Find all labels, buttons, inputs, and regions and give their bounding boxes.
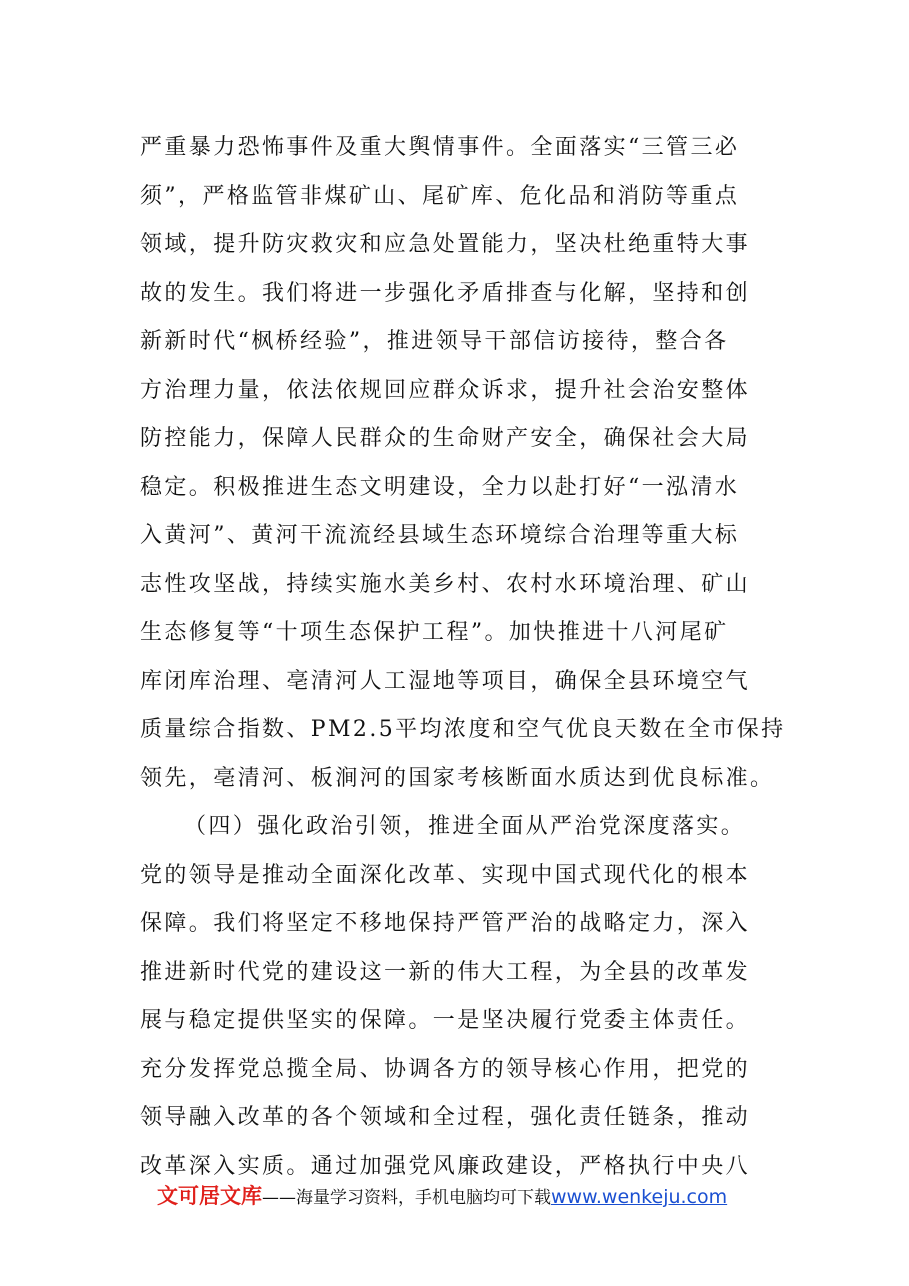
text-line: 防控能力，保障人民群众的生命财产安全，确保社会大局 [140,426,751,451]
text-line: 领先，亳清河、板涧河的国家考核断面水质达到优良标准。 [140,765,775,791]
section-heading: （四）强化政治引领，推进全面从严治党深度落实。 [184,814,746,839]
text-line: 充分发挥党总揽全局、协调各方的领导核心作用，把党的 [140,1056,751,1082]
text-line: 须”，严格监管非煤矿山、尾矿库、危化品和消防等重点 [140,183,740,209]
text-line: 党的领导是推动全面深化改革、实现中国式现代化的根本 [140,862,751,888]
text-line: 生态修复等“十项生态保护工程”。加快推进十八河尾矿 [140,620,729,645]
text-line: 质量综合指数、PM2.5平均浓度和空气优良天数在全市保持 [140,717,786,742]
footer-brand: 文可居文库 [157,1184,262,1208]
text-line: 稳定。积极推进生态文明建设，全力以赴打好“一泓清水 [140,474,740,500]
text-line: 推进新时代党的建设这一新的伟大工程，为全县的改革发 [140,959,751,985]
text-line: 故的发生。我们将进一步强化矛盾排查与化解，坚持和创 [140,280,751,306]
footer-banner [157,1180,727,1212]
document-body [140,124,786,1191]
text-line: 展与稳定提供坚实的保障。一是坚决履行党委主体责任。 [140,1008,751,1033]
text-line: 领域，提升防灾救灾和应急处置能力，坚决杜绝重特大事 [140,232,751,257]
footer-link[interactable]: www.wenkeju.com [551,1186,728,1208]
text-line: 入黄河”、黄河干流流经县域生态环境综合治理等重大标 [140,523,740,548]
text-line: 改革深入实质。通过加强党风廉政建设，严格执行中央八 [140,1153,751,1179]
text-line: 志性攻坚战，持续实施水美乡村、农村水环境治理、矿山 [140,571,751,597]
text-line: 领导融入改革的各个领域和全过程，强化责任链条，推动 [140,1105,751,1130]
text-line: 方治理力量，依法依规回应群众诉求，提升社会治安整体 [140,377,751,403]
text-line: 保障。我们将坚定不移地保持严管严治的战略定力，深入 [140,911,751,936]
text-line: 新新时代“枫桥经验”，推进领导干部信访接待，整合各 [140,329,729,354]
footer-description: ——海量学习资料，手机电脑均可下载 [262,1188,551,1208]
text-line: 库闭库治理、亳清河人工湿地等项目，确保全县环境空气 [140,668,751,694]
text-line: 严重暴力恐怖事件及重大舆情事件。全面落实“三管三必 [140,135,740,160]
